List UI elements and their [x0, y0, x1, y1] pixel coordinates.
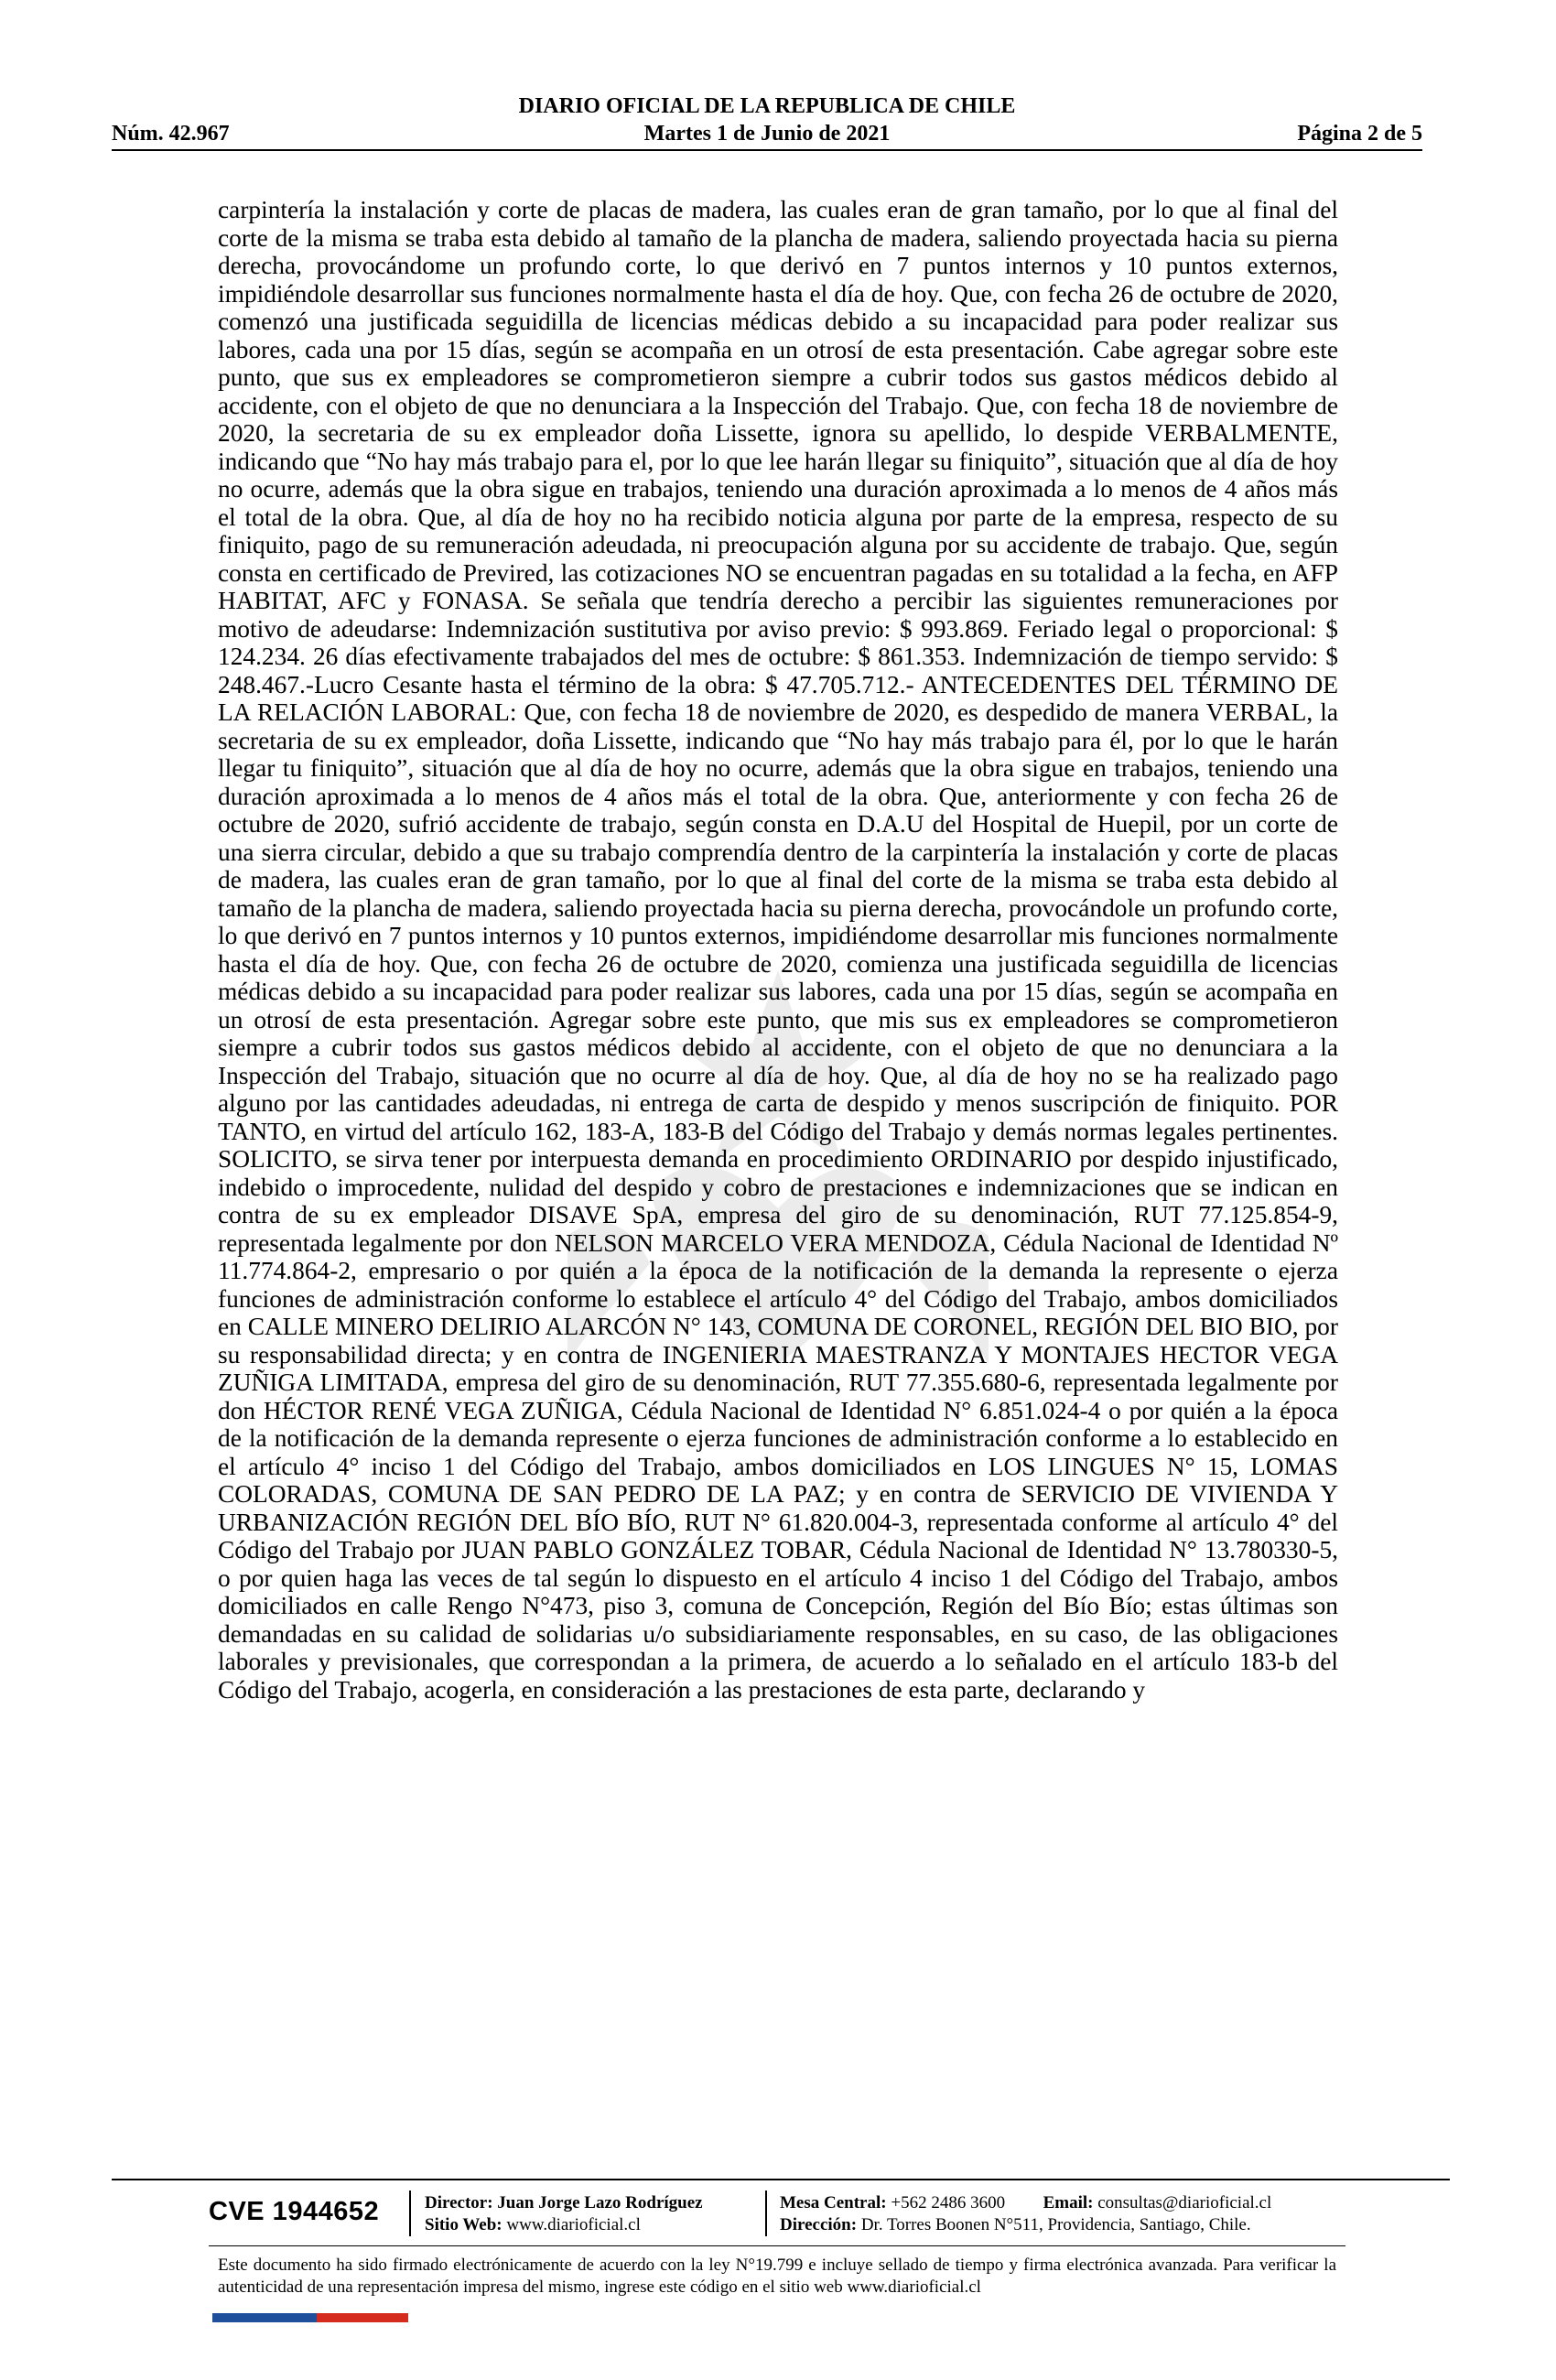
- publication-title: DIARIO OFICIAL DE LA REPUBLICA DE CHILE: [518, 94, 1016, 118]
- website-link[interactable]: www.diarioficial.cl: [506, 2215, 641, 2234]
- phone-number: +562 2486 3600: [891, 2193, 1006, 2212]
- page-number: Página 2 de 5: [1297, 122, 1422, 146]
- document-body: [218, 196, 1338, 1704]
- publication-date: Martes 1 de Junio de 2021: [643, 122, 891, 146]
- phone-label: Mesa Central:: [780, 2193, 887, 2212]
- cve-code: CVE 1944652: [209, 2197, 380, 2226]
- flag-blue-bar: [212, 2313, 317, 2322]
- body-paragraph: carpintería la instalación y corte de placas de madera, las cuales eran de gran tamaño, por lo que al final del corte de la misma se traba esta debido al tamaño de la plancha de madera, saliendo proyectada hacia su pierna derecha, provocándome un profundo corte, lo que derivó en 7 puntos internos y 10 puntos externos, impidiéndole desarrollar sus funciones normalmente hasta el día de hoy. Que, con fecha 26 de octubre de 2020, comenzó una justificada seguidilla de licencias médicas debido a su incapacidad para poder realizar sus labores, cada una por 15 días, según se acompaña en un otrosí de esta presentación. Cabe agregar sobre este punto, que sus ex empleadores se comprometieron siempre a cubrir todos sus gastos médicos debido al accidente, con el objeto de que no denunciara a la Inspección del Trabajo. Que, con fecha 18 de noviembre de 2020, la secretaria de su ex empleador doña Lissette, ignora su apellido, lo despide VERBALMENTE, indicando que “No hay más trabajo para el, por lo que lee harán llegar su finiquito”, situación que al día de hoy no ocurre, además que la obra sigue en trabajos, teniendo una duración aproximada a lo menos de 4 años más el total de la obra. Que, al día de hoy no ha recibido noticia alguna por parte de la empresa, respecto de su finiquito, pago de su remuneración adeudada, ni preocupación alguna por su accidente de trabajo. Que, según consta en certificado de Previred, las cotizaciones NO se encuentran pagadas en su totalidad a la fecha, en AFP HABITAT, AFC y FONASA. Se señala que tendría derecho a percibir las siguientes remuneraciones por motivo de adeudarse: Indemnización sustitutiva por aviso previo: $ 993.869. Feriado legal o proporcional: $ 124.234. 26 días efectivamente trabajados del mes de octubre: $ 861.353. Indemnización de tiempo servido: $ 248.467.-Lucro Cesante hasta el término de la obra: $ 47.705.712.- ANTECEDENTES DEL TÉRMINO DE LA RELACIÓN LABORAL: Que, con fecha 18 de noviembre de 2020, es despedido de manera VERBAL, la secretaria de su ex empleador, doña Lissette, indicando que “No hay más trabajo para él, por lo que le harán llegar tu finiquito”, situación que al día de hoy no ocurre, además que la obra sigue en trabajos, teniendo una duración aproximada a lo menos de 4 años más el total de la obra. Que, anteriormente y con fecha 26 de octubre de 2020, sufrió accidente de trabajo, según consta en D.A.U del Hospital de Huepil, por un corte de una sierra circular, debido a que su trabajo comprendía dentro de la carpintería la instalación y corte de placas de madera, las cuales eran de gran tamaño, por lo que al final del corte de la misma se traba esta debido al tamaño de la plancha de madera, saliendo proyectada hacia su pierna derecha, provocándole un profundo corte, lo que derivó en 7 puntos internos y 10 puntos externos, impidiéndome desarrollar mis funciones normalmente hasta el día de hoy. Que, con fecha 26 de octubre de 2020, comienza una justificada seguidilla de licencias médicas debido a su incapacidad para poder realizar sus labores, cada una por 15 días, según se acompaña en un otrosí de esta presentación. Agregar sobre este punto, que mis sus ex empleadores se comprometieron siempre a cubrir todos sus gastos médicos debido al accidente, con el objeto de que no denunciara a la Inspección del Trabajo, situación que no ocurre al día de hoy. Que, al día de hoy no se ha realizado pago alguno por las cantidades adeudadas, ni entrega de carta de despido y menos suscripción de finiquito. POR TANTO, en virtud del artículo 162, 183-A, 183-B del Código del Trabajo y demás normas legales pertinentes. SOLICITO, se sirva tener por interpuesta demanda en procedimiento ORDINARIO por despido injustificado, indebido o improcedente, nulidad del despido y cobro de prestaciones e indemnizaciones que se indican en contra de su ex empleador DISAVE SpA, empresa del giro de su denominación, RUT 77.125.854-9, representada legalmente por don NELSON MARCELO VERA MENDOZA, Cédula Nacional de Identidad Nº 11.774.864-2, empresario o por quién a la época de la notificación de la demanda la represente o ejerza funciones de administración conforme lo establece el artículo 4° del Código del Trabajo, ambos domiciliados en CALLE MINERO DELIRIO ALARCÓN N° 143, COMUNA DE CORONEL, REGIÓN DEL BIO BIO, por su responsabilidad directa; y en contra de INGENIERIA MAESTRANZA Y MONTAJES HECTOR VEGA ZUÑIGA LIMITADA, empresa del giro de su denominación, RUT 77.355.680-6, representada legalmente por don HÉCTOR RENÉ VEGA ZUÑIGA, Cédula Nacional de Identidad N° 6.851.024-4 o por quién a la época de la notificación de la demanda represente o ejerza funciones de administración conforme a lo establecido en el artículo 4° inciso 1 del Código del Trabajo, ambos domiciliados en LOS LINGUES N° 15, LOMAS COLORADAS, COMUNA DE SAN PEDRO DE LA PAZ; y en contra de SERVICIO DE VIVIENDA Y URBANIZACIÓN REGIÓN DEL BÍO BÍO, RUT N° 61.820.004-3, representada conforme al artículo 4° del Código del Trabajo por JUAN PABLO GONZÁLEZ TOBAR, Cédula Nacional de Identidad N° 13.780330-5, o por quien haga las veces de tal según lo dispuesto en el artículo 4 inciso 1 del Código del Trabajo, ambos domiciliados en calle Rengo N°473, piso 3, comuna de Concepción, Región del Bío Bío; estas últimas son demandadas en su calidad de solidarias u/o subsidiariamente responsables, en su caso, de las obligaciones laborales y previsionales, que correspondan a la primera, de acuerdo a lo señalado en el artículo 183-b del Código del Trabajo, acogerla, en consideración a las prestaciones de esta parte, declarando y: [218, 196, 1338, 1704]
- header-divider: [112, 149, 1422, 151]
- address-value: Dr. Torres Boonen N°511, Providencia, Santiago, Chile.: [860, 2215, 1251, 2234]
- footer-director-block: [425, 2192, 703, 2236]
- legal-notice: Este documento ha sido firmado electrónicamente de acuerdo con la ley N°19.799 e incluye sellado de tiempo y firma electrónica avanzada. Para verificar la autenticidad de una representación impresa del mismo, ingrese este código en el sitio web www.diarioficial.cl: [218, 2256, 1336, 2297]
- footer-inner-divider: [209, 2245, 1345, 2246]
- email-label: Email:: [1043, 2193, 1094, 2212]
- issue-number: Núm. 42.967: [112, 122, 230, 146]
- website-label: Sitio Web:: [425, 2215, 502, 2234]
- director-label: Director:: [425, 2193, 493, 2212]
- address-label: Dirección:: [780, 2215, 858, 2234]
- footer-separator: [765, 2191, 767, 2236]
- footer-contact-block: [780, 2192, 1347, 2236]
- flag-red-bar: [317, 2313, 408, 2322]
- footer-divider: [112, 2179, 1450, 2180]
- director-name: Juan Jorge Lazo Rodríguez: [497, 2193, 703, 2212]
- email-link[interactable]: consultas@diarioficial.cl: [1097, 2193, 1272, 2212]
- footer-separator: [409, 2191, 411, 2236]
- page-header: [112, 93, 1422, 148]
